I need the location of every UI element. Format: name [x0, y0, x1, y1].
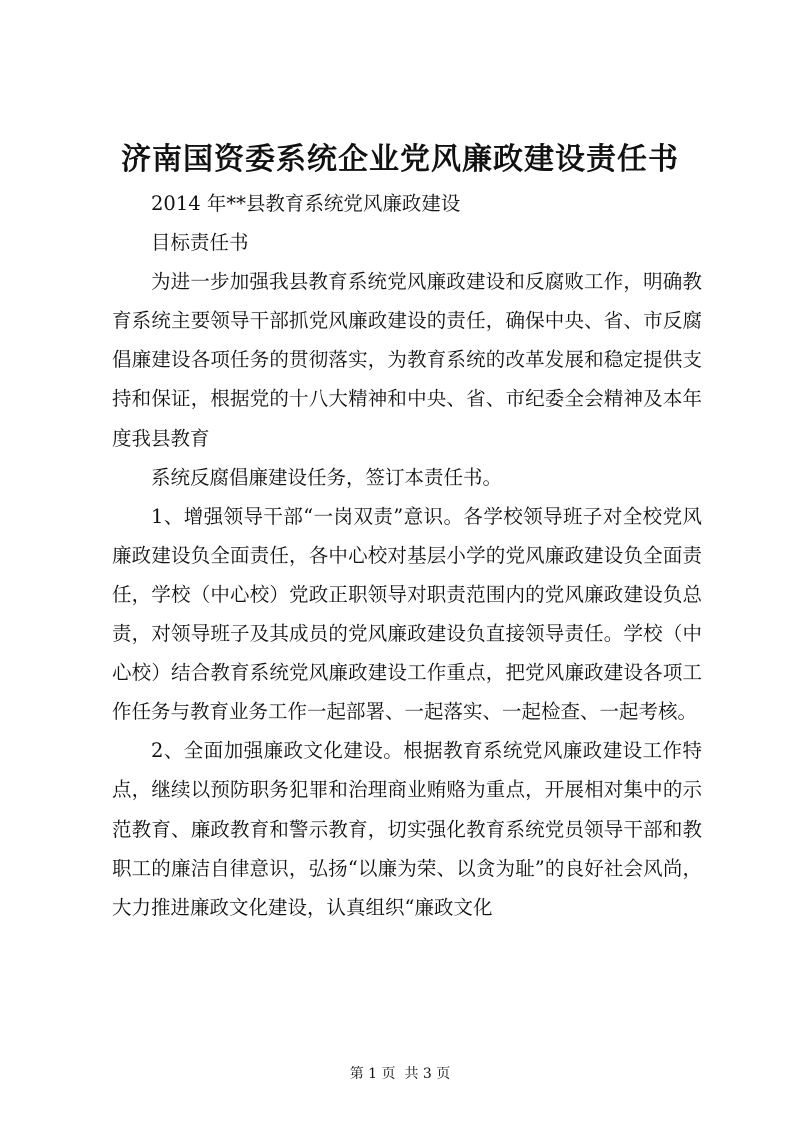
- document-title: 济南国资委系统企业党风廉政建设责任书: [121, 142, 679, 177]
- paragraph-subtitle-line2: 目标责任书: [151, 231, 249, 255]
- document-body: [112, 184, 702, 927]
- page-number-footer: 第 1 页 共 3 页: [349, 1066, 451, 1082]
- paragraph-item-1: 1、增强领导干部“一岗双责”意识。各学校领导班子对全校党风廉政建设负全面责任，各中心校对基层小学的党风廉政建设负全面责任，学校（中心校）党政正职领导对职责范围内的党风廉政建设负总责，对领导班子及其成员的党风廉政建设负直接领导责任。学校（中心校）结合教育系统党风廉政建设工作重点，把党风廉政建设各项工作任务与教育业务工作一起部署、一起落实、一起检查、一起考核。: [112, 504, 702, 724]
- paragraph-subtitle-line1: 2014 年**县教育系统党风廉政建设: [151, 192, 461, 215]
- paragraph-intro: 为进一步加强我县教育系统党风廉政建设和反腐败工作，明确教育系统主要领导干部抓党风廉政建设的责任，确保中央、省、市反腐倡廉建设各项任务的贯彻落实，为教育系统的改革发展和稳定提供支持和保证，根据党的十八大精神和中央、省、市纪委全会精神及本年度我县教育: [112, 270, 702, 450]
- paragraph-intro-continued: 系统反腐倡廉建设任务，签订本责任书。: [151, 465, 503, 489]
- paragraph-item-2: 2、全面加强廉政文化建设。根据教育系统党风廉政建设工作特点，继续以预防职务犯罪和治理商业贿赂为重点，开展相对集中的示范教育、廉政教育和警示教育，切实强化教育系统党员领导干部和教职工的廉洁自律意识，弘扬“以廉为荣、以贪为耻”的良好社会风尚，大力推进廉政文化建设，认真组织“廉政文化: [112, 739, 702, 919]
